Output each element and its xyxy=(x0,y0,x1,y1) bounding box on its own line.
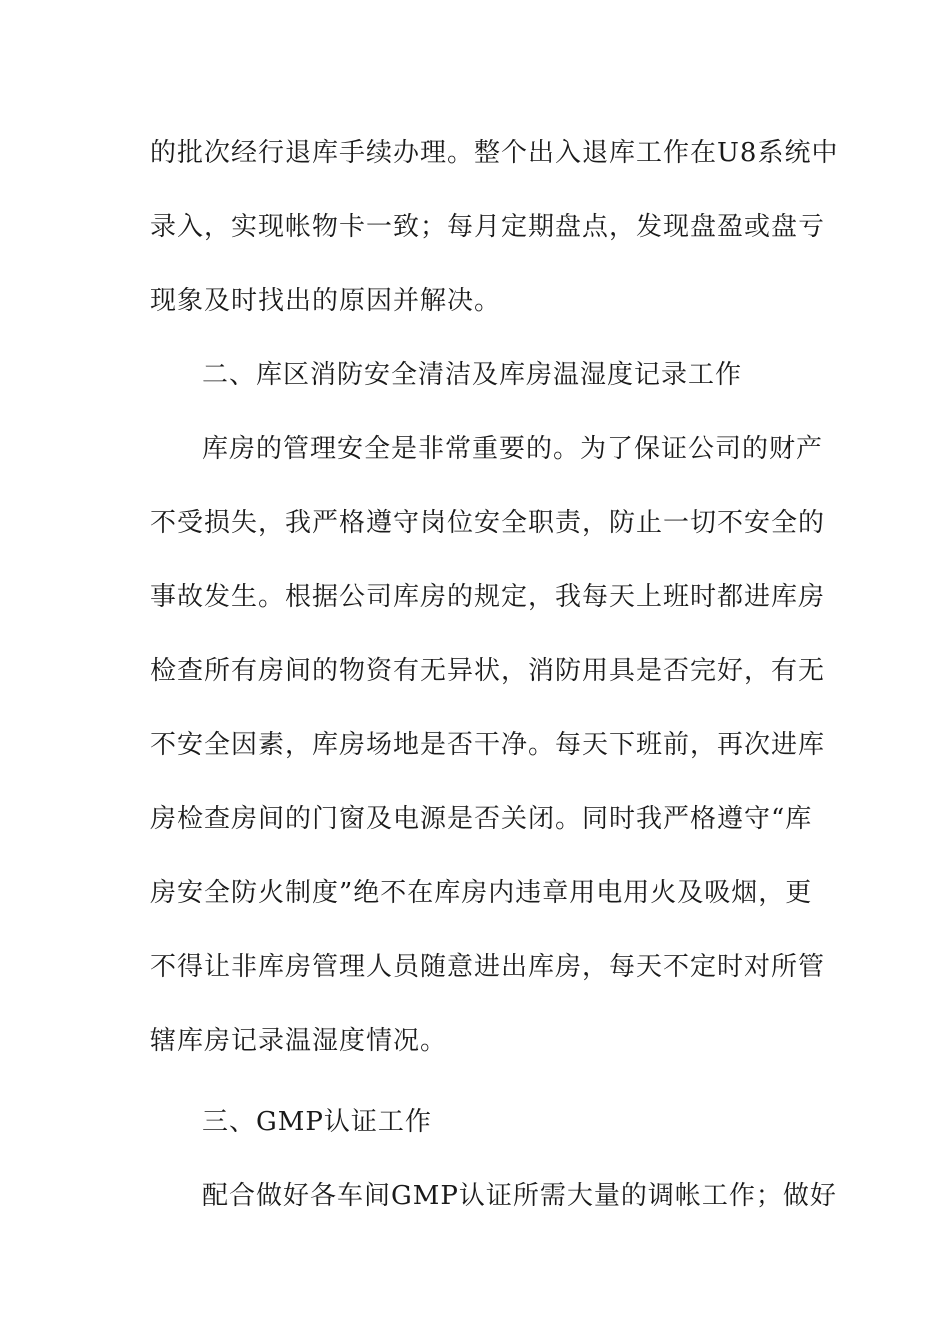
section-heading-gmp: 三、GMP认证工作 xyxy=(202,1107,432,1137)
body-text-line: 录入，实现帐物卡一致；每月定期盘点，发现盘盈或盘亏 xyxy=(150,212,826,242)
body-text-line: 不安全因素，库房场地是否干净。每天下班前，再次进库 xyxy=(150,730,826,760)
section-heading-fire-safety: 二、库区消防安全清洁及库房温湿度记录工作 xyxy=(202,360,743,390)
body-text-line: 检查所有房间的物资有无异状，消防用具是否完好，有无 xyxy=(150,656,826,686)
body-text-line: 的批次经行退库手续办理。整个出入退库工作在U8系统中 xyxy=(150,138,839,168)
body-text-line: 现象及时找出的原因并解决。 xyxy=(150,286,502,316)
body-text-line: 事故发生。根据公司库房的规定，我每天上班时都进库房 xyxy=(150,582,826,612)
body-text-line: 房检查房间的门窗及电源是否关闭。同时我严格遵守“库 xyxy=(150,804,813,834)
body-text-line: 不受损失，我严格遵守岗位安全职责，防止一切不安全的 xyxy=(150,508,826,538)
body-text-line: 不得让非库房管理人员随意进出库房，每天不定时对所管 xyxy=(150,952,826,982)
body-text-line: 房安全防火制度”绝不在库房内违章用电用火及吸烟，更 xyxy=(150,878,813,908)
paragraph-first-line: 库房的管理安全是非常重要的。为了保证公司的财产 xyxy=(202,434,824,464)
body-text-line: 辖库房记录温湿度情况。 xyxy=(150,1026,448,1056)
paragraph-first-line: 配合做好各车间GMP认证所需大量的调帐工作；做好 xyxy=(202,1181,837,1211)
